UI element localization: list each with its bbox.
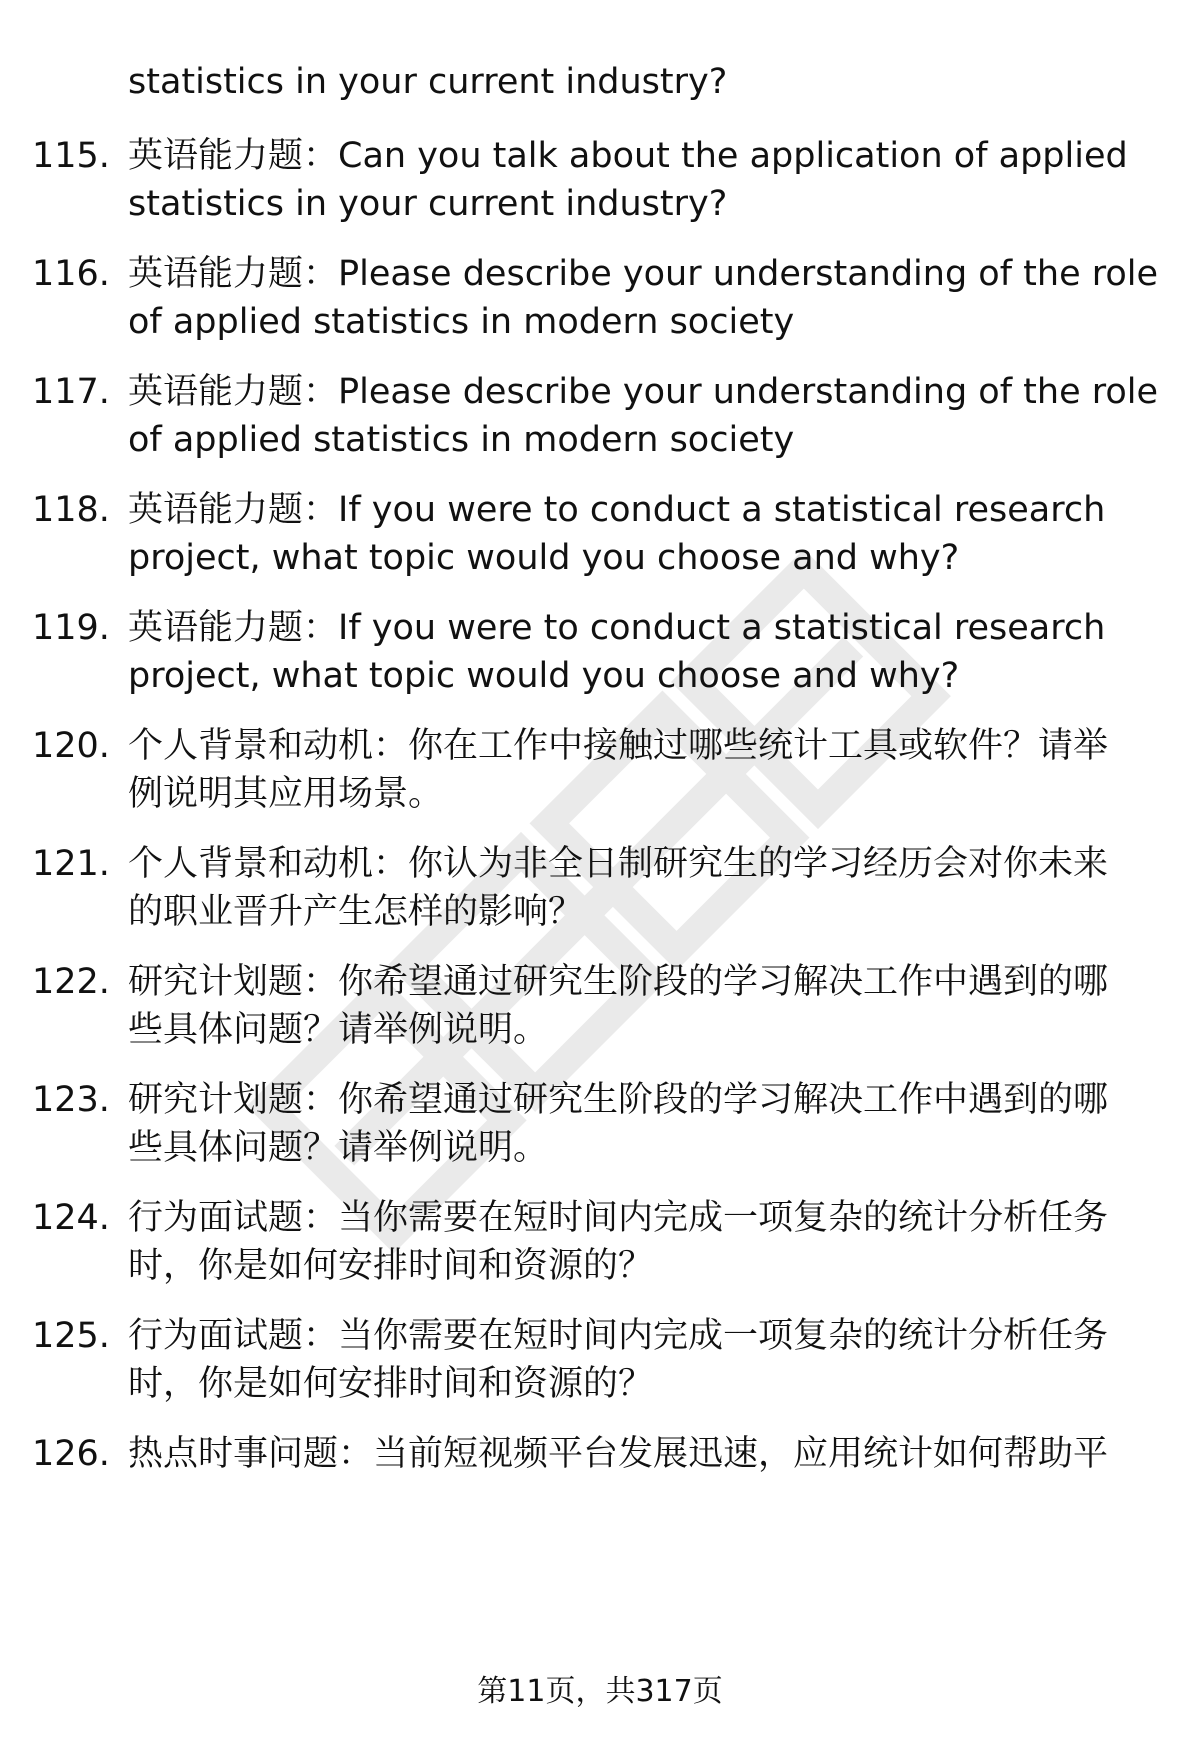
list-item [0, 132, 1200, 242]
item-number: 121. [32, 844, 110, 884]
item-text-line-2: 时，你是如何安排时间和资源的？ [128, 1246, 654, 1286]
item-text-line-2: project, what topic would you choose and why? [128, 656, 960, 696]
item-text-line-2: 些具体问题？请举例说明。 [128, 1128, 549, 1168]
item-text-line-2: 的职业晋升产生怎样的影响？ [128, 892, 584, 932]
list-item [0, 1194, 1200, 1304]
list-item [0, 958, 1200, 1068]
item-text-line-1: 个人背景和动机：你在工作中接触过哪些统计工具或软件？请举 [128, 726, 1109, 766]
list-item [0, 1076, 1200, 1186]
continuation-line: statistics in your current industry? [128, 62, 728, 102]
item-text-line-1: 英语能力题：If you were to conduct a statistical research [128, 490, 1106, 530]
item-text-line-2: of applied statistics in modern society [128, 302, 795, 342]
item-text-line-2: 些具体问题？请举例说明。 [128, 1010, 549, 1050]
item-text-line-2: of applied statistics in modern society [128, 420, 795, 460]
item-text-line-1: 行为面试题：当你需要在短时间内完成一项复杂的统计分析任务 [128, 1198, 1109, 1238]
item-text-line-2: 时，你是如何安排时间和资源的？ [128, 1364, 654, 1404]
item-text-line-1: 英语能力题：Please describe your understanding of the role [128, 372, 1159, 412]
list-item [0, 486, 1200, 596]
item-number: 115. [32, 136, 110, 176]
list-item [0, 722, 1200, 832]
item-number: 118. [32, 490, 110, 530]
item-text-line-1: 行为面试题：当你需要在短时间内完成一项复杂的统计分析任务 [128, 1316, 1109, 1356]
item-text-line-2: project, what topic would you choose and why? [128, 538, 960, 578]
list-item [0, 250, 1200, 360]
item-text-line-1: 英语能力题：Please describe your understanding of the role [128, 254, 1159, 294]
item-number: 125. [32, 1316, 110, 1356]
item-text-line-2: 例说明其应用场景。 [128, 774, 444, 814]
item-number: 117. [32, 372, 110, 412]
item-number: 123. [32, 1080, 110, 1120]
item-text-line-2: statistics in your current industry? [128, 184, 728, 224]
item-text-line-1: 英语能力题：Can you talk about the application of applied [128, 136, 1128, 176]
list-item [0, 368, 1200, 478]
item-number: 124. [32, 1198, 110, 1238]
item-text-line-1: 研究计划题：你希望通过研究生阶段的学习解决工作中遇到的哪 [128, 1080, 1109, 1120]
item-number: 122. [32, 962, 110, 1002]
item-text-line-1: 英语能力题：If you were to conduct a statistical research [128, 608, 1106, 648]
item-number: 119. [32, 608, 110, 648]
item-text-line-1: 研究计划题：你希望通过研究生阶段的学习解决工作中遇到的哪 [128, 962, 1109, 1002]
item-text-line-1: 个人背景和动机：你认为非全日制研究生的学习经历会对你未来 [128, 844, 1109, 884]
list-item [0, 1430, 1200, 1540]
item-text-line-1: 热点时事问题：当前短视频平台发展迅速，应用统计如何帮助平 [128, 1434, 1109, 1474]
item-number: 120. [32, 726, 110, 766]
list-item [0, 1312, 1200, 1422]
list-item [0, 840, 1200, 950]
item-number: 116. [32, 254, 110, 294]
list-item [0, 604, 1200, 714]
page-footer: 第11页，共317页 [477, 1674, 723, 1709]
item-number: 126. [32, 1434, 110, 1474]
